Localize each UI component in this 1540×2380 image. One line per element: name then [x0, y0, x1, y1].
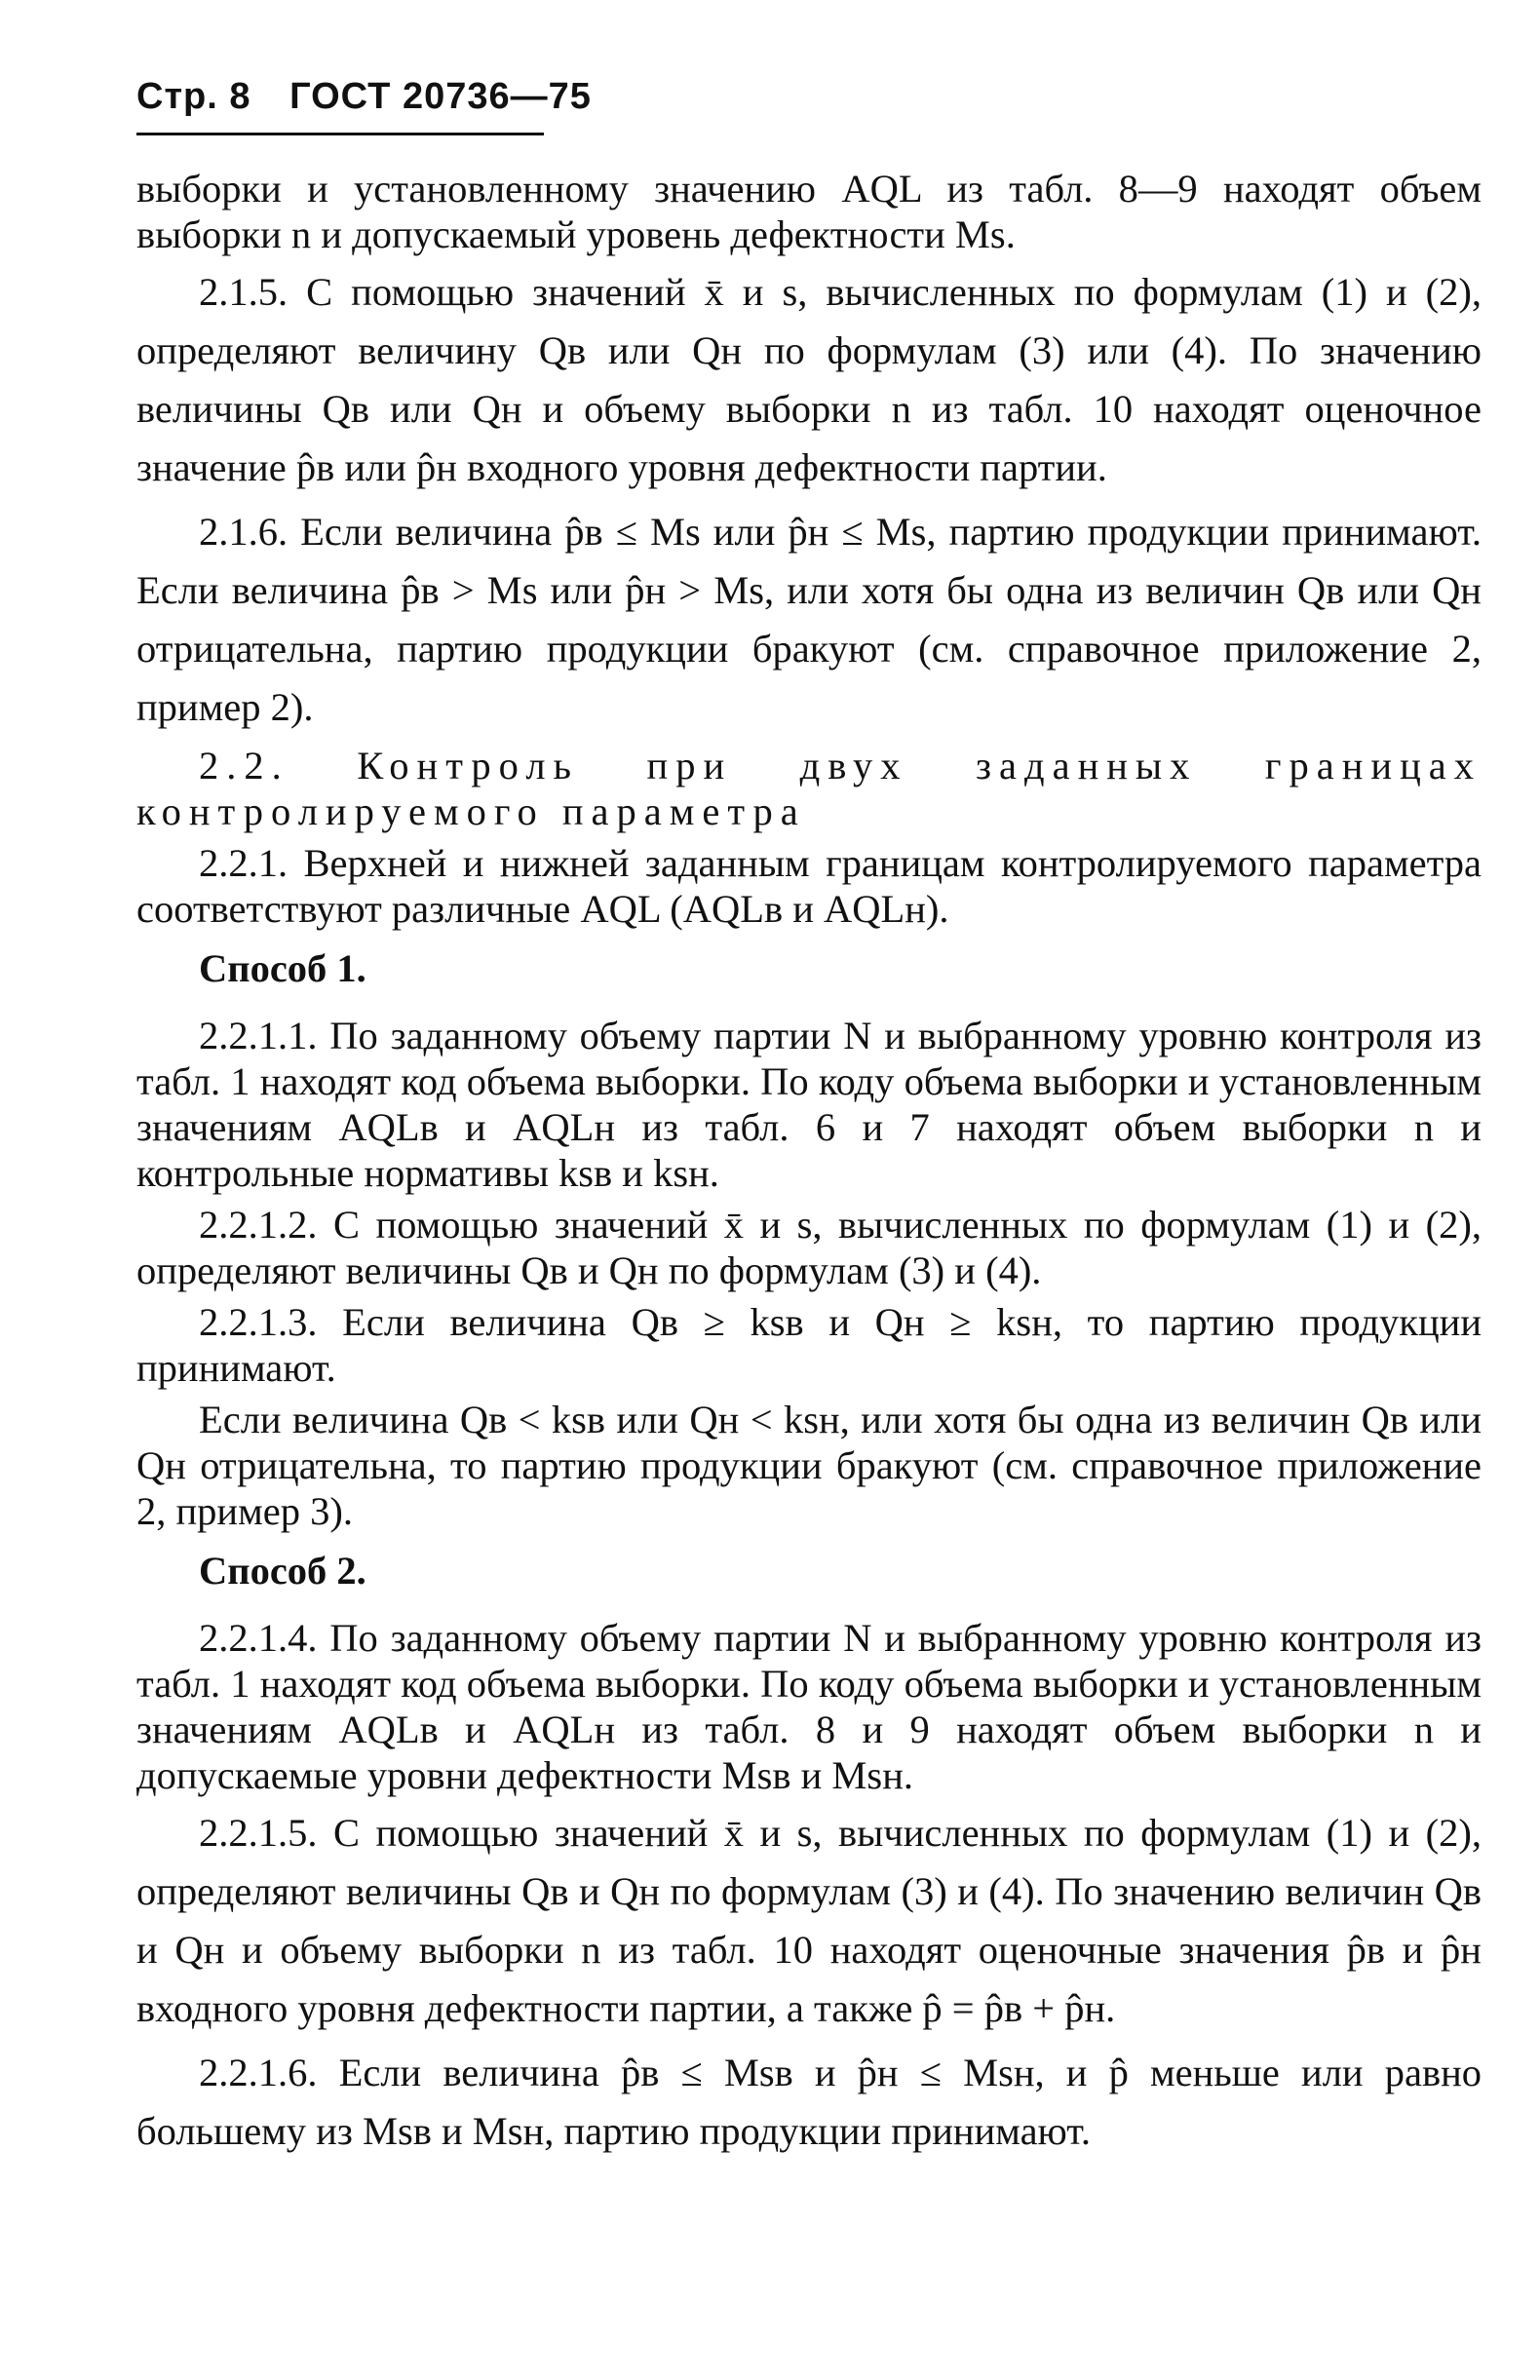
method-heading: Способ 2.	[199, 1549, 366, 1593]
paragraph: 2.2.1.1. По заданному объему партии N и выбранному уровню контроля из табл. 1 находят код объема выборки. По коду объема выборки и установленным значениям AQLв и AQLн из табл. 6 и 7 находят объем выборки n и контрольные нормативы ksв и ksн.	[136, 1014, 1482, 1195]
page-number: Стр. 8	[136, 76, 251, 117]
paragraph: 2.2.1. Верхней и нижней заданным границам контролируемого параметра соответствуют различные AQL (AQLв и AQLн).	[136, 841, 1482, 931]
paragraph: 2.1.5. С помощью значений x̄ и s, вычисленных по формулам (1) и (2), определяют величину Qв или Qн по формулам (3) или (4). По значению величины Qв или Qн и объему выборки n из табл. 10 находят оценочное значение p̂в или p̂н входного уровня дефектности партии.	[136, 270, 1482, 489]
paragraph: 2.2.1.3. Если величина Qв ≥ ksв и Qн ≥ ksн, то партию продукции принимают.	[136, 1300, 1482, 1390]
page-header	[136, 76, 619, 118]
paragraph: 2.2.1.2. С помощью значений x̄ и s, вычисленных по формулам (1) и (2), определяют величины Qв и Qн по формулам (3) и (4).	[136, 1203, 1482, 1292]
paragraph: 2.2.1.4. По заданному объему партии N и выбранному уровню контроля из табл. 1 находят код объема выборки. По коду объема выборки и установленным значениям AQLв и AQLн из табл. 8 и 9 находят объем выборки n и допускаемые уровни дефектности Msв и Msн.	[136, 1616, 1482, 1797]
paragraph: 2.2.1.5. С помощью значений x̄ и s, вычисленных по формулам (1) и (2), определяют величины Qв и Qн по формулам (3) и (4). По значению величин Qв и Qн и объему выборки n из табл. 10 находят оценочные значения p̂в и p̂н входного уровня дефектности партии, а также p̂ = p̂в + p̂н.	[136, 1811, 1482, 2030]
standard-number: ГОСТ 20736—75	[289, 76, 592, 117]
paragraph: выборки и установленному значению AQL из табл. 8—9 находят объем выборки n и допускаемый уровень дефектности Ms.	[136, 167, 1482, 256]
header-rule	[136, 133, 544, 135]
paragraph: 2.1.6. Если величина p̂в ≤ Ms или p̂н ≤ Ms, партию продукции принимают. Если величина p̂в > Ms или p̂н > Ms, или хотя бы одна из величин Qв или Qн отрицательна, партию продукции бракуют (см. справочное приложение 2, пример 2).	[136, 510, 1482, 729]
paragraph: 2.2.1.6. Если величина p̂в ≤ Msв и p̂н ≤ Msн, и p̂ меньше или равно большему из Msв и Msн, партию продукции принимают.	[136, 2051, 1482, 2153]
document-body	[136, 166, 1482, 2167]
paragraph: Если величина Qв < ksв или Qн < ksн, или хотя бы одна из величин Qв или Qн отрицательна, то партию продукции бракуют (см. справочное приложение 2, пример 3).	[136, 1398, 1482, 1533]
section-heading: 2.2. Контроль при двух заданных границах контролируемого параметра	[136, 744, 1482, 833]
method-heading: Способ 1.	[199, 946, 366, 990]
